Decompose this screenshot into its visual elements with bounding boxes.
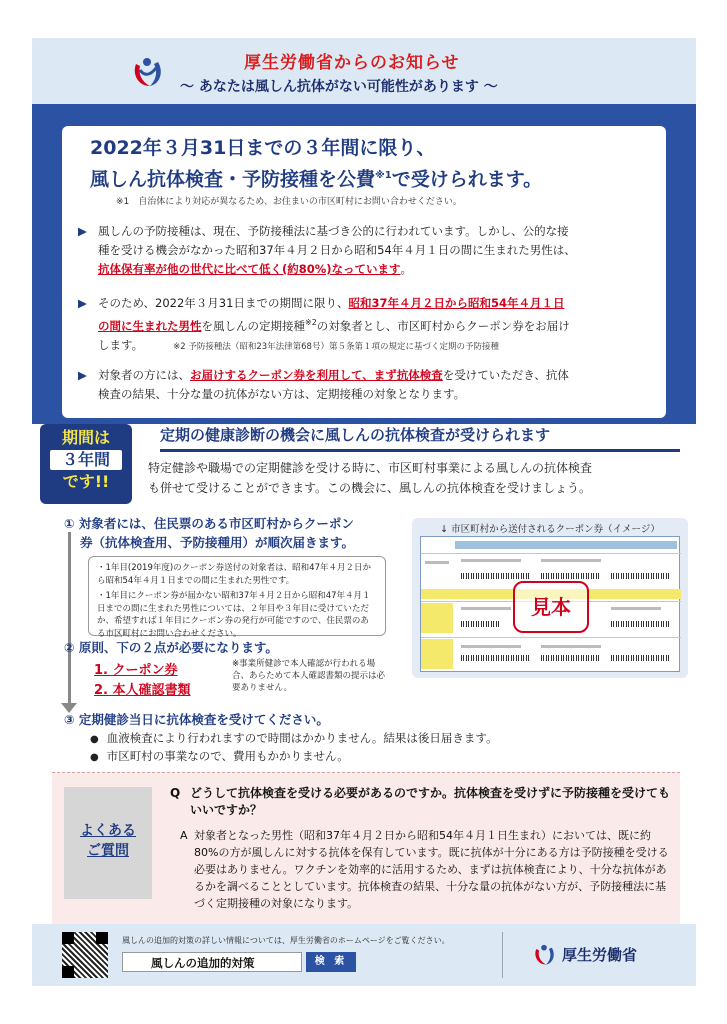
coupon-caption: ↓ 市区町村から送付されるクーポン券（イメージ）	[440, 524, 660, 535]
bullet-2-red1: 昭和37年４月２日から昭和54年４月１日	[348, 296, 565, 310]
bullet-1-red: 抗体保有率が他の世代に比べて低く(約80%)なっています	[98, 262, 401, 276]
bullet-dot-icon: ●	[90, 752, 99, 763]
section-title: 定期の健康診断の機会に風しんの抗体検査が受けられます	[160, 424, 680, 452]
requirement-id: 2. 本人確認書類	[94, 683, 191, 698]
coupon-barcode	[611, 621, 671, 627]
coupon-text-line	[461, 607, 511, 610]
footer-info-text: 風しんの追加的対策の詳しい情報については、厚生労働省のホームページをご覧ください。	[122, 936, 450, 945]
bullet-1-line1: 風しんの予防接種は、現在、予防接種法に基づき公的に行われています。しかし、公的な接	[98, 224, 569, 238]
step-3: ③ 定期健診当日に抗体検査を受けてください。	[64, 712, 329, 727]
card-title-line2-post: で受けられます。	[391, 168, 543, 191]
faq-badge-line1: よくある	[80, 823, 136, 839]
card-title-sup: ※1	[375, 170, 392, 181]
footnote-2: ※2 予防接種法（昭和23年法律第68号）第５条第１項の規定に基づく定期の予防接種	[173, 341, 499, 352]
faq-section	[52, 772, 680, 926]
faq-question	[170, 785, 670, 819]
bullet-2-line3-text: します。	[98, 337, 144, 352]
faq-a-mark: A	[180, 829, 188, 842]
faq-badge	[64, 787, 152, 899]
footer-divider	[502, 932, 503, 978]
search-button[interactable]: 検 索	[306, 952, 356, 972]
period-badge-line1: 期間は	[61, 428, 110, 447]
faq-q-mark: Q	[170, 786, 181, 800]
coupon-header-bar	[455, 541, 677, 549]
bullet-3	[78, 366, 653, 404]
bullet-1-end: 。	[400, 262, 413, 276]
step-1-notes	[88, 556, 386, 639]
bullet-1	[78, 222, 653, 279]
bullet-2-line3	[78, 336, 653, 357]
period-badge	[40, 424, 132, 504]
card-title-line1: 2022年３月31日までの３年間に限り、	[90, 137, 436, 159]
triangle-bullet-icon: ▶	[78, 296, 87, 310]
qr-code-icon[interactable]	[62, 932, 108, 978]
coupon-text-line	[425, 561, 449, 564]
card-title-line2	[90, 162, 542, 193]
coupon-row-line	[421, 553, 681, 554]
card-title	[90, 134, 542, 193]
step-3-item-2	[90, 748, 349, 764]
header	[32, 38, 696, 104]
bullet-3-line2: 検査の結果、十分な量の抗体がない方は、定期接種の対象となります。	[98, 387, 466, 401]
coupon-barcode	[611, 655, 671, 661]
main-notice-band	[32, 104, 696, 424]
leaflet-page	[32, 38, 696, 986]
section-text-line1: 特定健診や職場での定期健診を受ける時に、市区町村事業による風しんの抗体検査	[148, 461, 593, 475]
coupon-text-line	[461, 645, 521, 648]
step-1-line2: 券（抗体検査用、予防接種用）が順次届きます。	[80, 535, 355, 550]
footer-ministry-name: 厚生労働省	[562, 946, 638, 964]
period-badge-line3: です!!	[62, 472, 110, 491]
header-title: 厚生労働省からのお知らせ	[244, 53, 460, 73]
footer	[32, 924, 696, 986]
coupon-barcode	[461, 621, 501, 627]
coupon-barcode	[461, 573, 531, 579]
bullet-3-red: お届けするクーポン券を利用して、まず抗体検査	[190, 368, 443, 382]
bullet-2-sup: ※2	[305, 318, 317, 327]
section-text-line2: も併せて受けることができます。この機会に、風しんの抗体検査を受けましょう。	[148, 481, 592, 495]
section-text	[148, 458, 692, 498]
mhlw-logo-icon	[130, 54, 164, 88]
step-2: ② 原則、下の２点が必要になります。	[64, 640, 278, 655]
coupon-text-line	[541, 645, 601, 648]
faq-q-text: どうして抗体検査を受ける必要があるのですか。抗体検査を受けずに予防接種を受けてもいいですか？	[190, 786, 671, 817]
bullet-3-pre: 対象者の方には、	[98, 368, 190, 382]
coupon-barcode	[541, 655, 601, 661]
sample-stamp: 見本	[513, 581, 589, 633]
coupon-image	[412, 518, 688, 678]
coupon-yellow-cell	[421, 603, 453, 633]
bullet-3-post: を受けていただき、抗体	[442, 368, 569, 382]
requirement-note: ※事業所健診で本人確認が行われる場合、あらためて本人確認書類の提示は必要ありません。	[232, 659, 386, 693]
bullet-1-line3	[78, 260, 653, 279]
faq-a-text: 対象者となった男性（昭和37年４月２日から昭和54年４月１日生まれ）においては、既に約80%の方が風しんに対する抗体を保有しています。既に抗体が十分にある方は予防接種を受ける必要はありません。ワクチンを効率的に活用するため、まずは抗体検査により、十分な抗体があるかを調べることとしています。抗体検査の結果、十分な量の抗体がない方が、予防接種法に基づく定期接種の対象になります。	[194, 829, 669, 910]
coupon-row-line	[421, 637, 681, 638]
step-1	[64, 514, 424, 552]
step-1-line1: ① 対象者には、住民票のある市区町村からクーポン	[64, 516, 354, 531]
step-connector	[68, 532, 71, 708]
triangle-bullet-icon: ▶	[78, 368, 87, 382]
step-1-note-1: ・1年目(2019年度)のクーポン券送付の対象者は、昭和47年４月２日から昭和54年４月１日までの間に生まれた男性です。	[97, 563, 371, 586]
bullet-2	[78, 294, 653, 357]
bullet-2-red2: の間に生まれた男性	[98, 318, 202, 333]
bullet-2-line2	[78, 313, 653, 336]
footnote-1: ※1 自治体により対応が異なるため、お住まいの市区町村にお問い合わせください。	[116, 197, 462, 207]
step-3-item-1-text: 血液検査により行われますので時間はかかりません。結果は後日届きます。	[106, 731, 498, 745]
step-3-item-2-text: 市区町村の事業なので、費用もかかりません。	[106, 749, 349, 763]
step-1-note-2: ・1年目にクーポン券が届かない昭和37年４月２日から昭和47年４月１日までの間に生まれた男性については、２年目や３年目に受けていただか、希望すれば１年目にクーポン券の発行が可能ですので、住民票のある市区町村にお問い合わせください。	[97, 591, 371, 639]
search-input[interactable]: 風しんの追加的対策	[122, 952, 302, 972]
card-title-line2-pre: 風しん抗体検査・予防接種を公費	[90, 168, 376, 191]
bullet-2-pre: そのため、2022年３月31日までの期間に限り、	[98, 296, 349, 310]
coupon-text-line	[461, 559, 521, 562]
triangle-bullet-icon: ▶	[78, 224, 87, 238]
coupon-text-line	[611, 607, 661, 610]
coupon-barcode	[541, 573, 601, 579]
header-subtitle: ～ あなたは風しん抗体がない可能性があります ～	[180, 79, 498, 95]
period-badge-line2: ３年間	[50, 450, 122, 470]
step-3-item-1	[90, 730, 498, 746]
coupon-text-line	[541, 559, 601, 562]
faq-badge-line2: ご質問	[87, 843, 129, 859]
coupon-sample	[420, 536, 680, 672]
notice-card	[62, 126, 666, 418]
bullet-2-mid: を風しんの定期接種	[201, 318, 305, 333]
bullet-2-post: の対象者とし、市区町村からクーポン券をお届け	[316, 318, 570, 333]
coupon-yellow-cell	[421, 639, 453, 669]
bullet-dot-icon: ●	[90, 734, 99, 745]
coupon-barcode	[611, 573, 671, 579]
mhlw-logo-icon	[532, 942, 556, 966]
bullet-1-line2: 種を受ける機会がなかった昭和37年４月２日から昭和54年４月１日の間に生まれた男性は、	[98, 243, 576, 257]
faq-answer	[180, 827, 670, 912]
requirement-coupon: 1. クーポン券	[94, 663, 178, 678]
coupon-barcode	[461, 655, 531, 661]
